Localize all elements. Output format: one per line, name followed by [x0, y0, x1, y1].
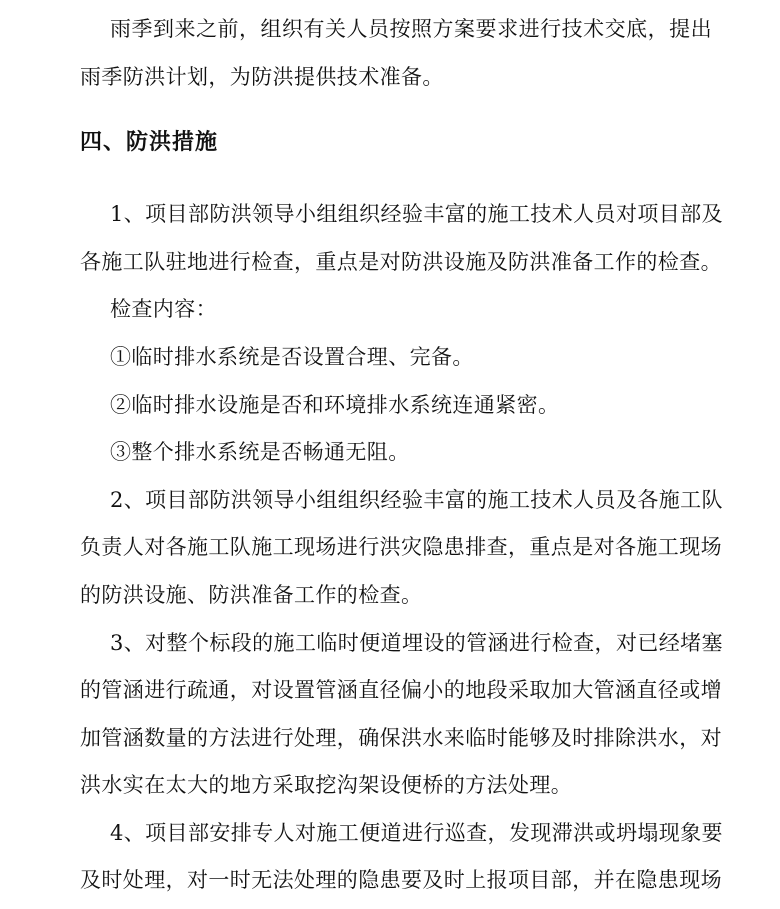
item1-line-2: 各施工队驻地进行检查，重点是对防洪设施及防洪准备工作的检查。 — [80, 250, 722, 274]
check-item-2: ②临时排水设施是否和环境排水系统连通紧密。 — [110, 393, 560, 417]
intro-paragraph-line-1: 雨季到来之前，组织有关人员按照方案要求进行技术交底，提出 — [110, 17, 712, 41]
item2-line-2: 负责人对各施工队施工现场进行洪灾隐患排查，重点是对各施工现场 — [80, 535, 722, 559]
check-item-1: ①临时排水系统是否设置合理、完备。 — [110, 345, 474, 369]
item1-line-1: 1、项目部防洪领导小组组织经验丰富的施工技术人员对项目部及 — [110, 202, 723, 226]
item3-line-2: 的管涵进行疏通，对设置管涵直径偏小的地段采取加大管涵直径或增 — [80, 678, 722, 702]
item3-line-4: 洪水实在太大的地方采取挖沟架设便桥的方法处理。 — [80, 773, 573, 797]
item3-line-1: 3、对整个标段的施工临时便道埋设的管涵进行检查，对已经堵塞 — [110, 631, 723, 655]
section-heading: 四、防洪措施 — [80, 130, 219, 155]
check-item-3: ③整个排水系统是否畅通无阻。 — [110, 440, 410, 464]
item4-line-1: 4、项目部安排专人对施工便道进行巡查，发现滞洪或坍塌现象要 — [110, 821, 723, 845]
item3-line-3: 加管涵数量的方法进行处理，确保洪水来临时能够及时排除洪水，对 — [80, 726, 722, 750]
check-contents-title: 检查内容： — [110, 297, 217, 321]
item2-line-1: 2、项目部防洪领导小组组织经验丰富的施工技术人员及各施工队 — [110, 488, 723, 512]
item4-line-2: 及时处理，对一时无法处理的隐患要及时上报项目部，并在隐患现场 — [80, 868, 722, 892]
item2-line-3: 的防洪设施、防洪准备工作的检查。 — [80, 583, 423, 607]
intro-paragraph-line-2: 雨季防洪计划，为防洪提供技术准备。 — [80, 65, 444, 89]
